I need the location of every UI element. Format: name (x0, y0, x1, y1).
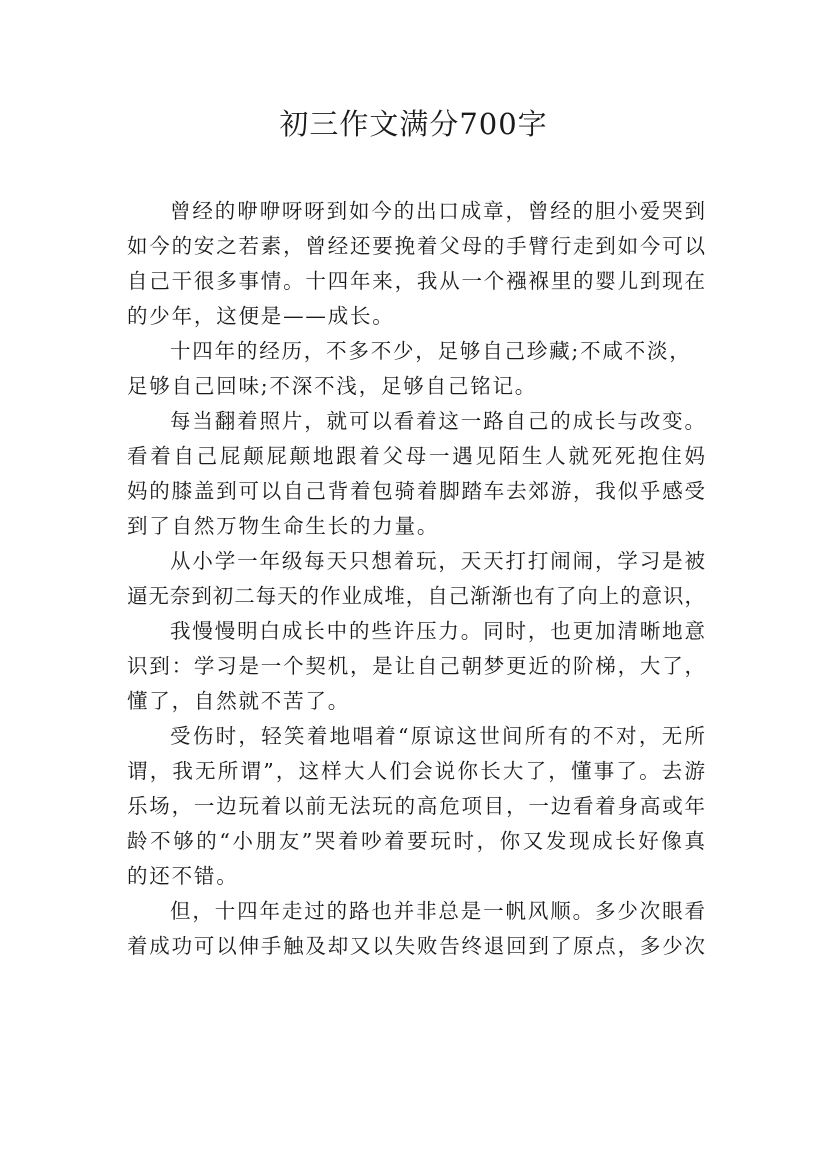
text-line: 足够自己回味;不深不浅，足够自己铭记。 (127, 374, 538, 398)
text-line: 十四年的经历，不多不少，足够自己珍藏;不咸不淡， (170, 339, 692, 363)
text-line: 自己干很多事情。十四年来，我从一个襁褓里的婴儿到现在 (127, 269, 705, 293)
text-line: 看着自己屁颠屁颠地跟着父母一遇见陌生人就死死抱住妈 (127, 444, 705, 468)
text-line: 的少年，这便是——成长。 (127, 304, 395, 328)
text-line: 龄不够的“小朋友”哭着吵着要玩时，你又发现成长好像真 (127, 829, 705, 853)
text-line: 乐场，一边玩着以前无法玩的高危项目，一边看着身高或年 (127, 794, 705, 818)
text-line: 谓，我无所谓”，这样大人们会说你长大了，懂事了。去游 (127, 759, 705, 783)
text-line: 到了自然万物生命生长的力量。 (127, 514, 440, 538)
document-body (127, 194, 705, 964)
text-line: 但，十四年走过的路也并非总是一帆风顺。多少次眼看 (170, 899, 705, 923)
text-line: 的还不错。 (127, 864, 239, 888)
text-line: 妈的膝盖到可以自己背着包骑着脚踏车去郊游，我似乎感受 (127, 479, 705, 503)
text-line: 我慢慢明白成长中的些许压力。同时，也更加清晰地意 (170, 619, 705, 643)
text-line: 曾经的咿咿呀呀到如今的出口成章，曾经的胆小爱哭到 (170, 199, 705, 223)
document-title: 初三作文满分700字 (279, 107, 548, 141)
text-line: 着成功可以伸手触及却又以失败告终退回到了原点，多少次 (127, 934, 705, 958)
text-line: 从小学一年级每天只想着玩，天天打打闹闹，学习是被 (170, 549, 705, 573)
text-line: 逼无奈到初二每天的作业成堆，自己渐渐也有了向上的意识， (127, 584, 705, 608)
text-line: 识到：学习是一个契机，是让自己朝梦更近的阶梯，大了， (127, 654, 705, 678)
text-line: 懂了，自然就不苦了。 (127, 689, 350, 713)
text-line: 受伤时，轻笑着地唱着“原谅这世间所有的不对，无所 (170, 724, 705, 748)
text-line: 每当翻着照片，就可以看着这一路自己的成长与改变。 (170, 409, 705, 433)
text-line: 如今的安之若素，曾经还要挽着父母的手臂行走到如今可以 (127, 234, 705, 258)
